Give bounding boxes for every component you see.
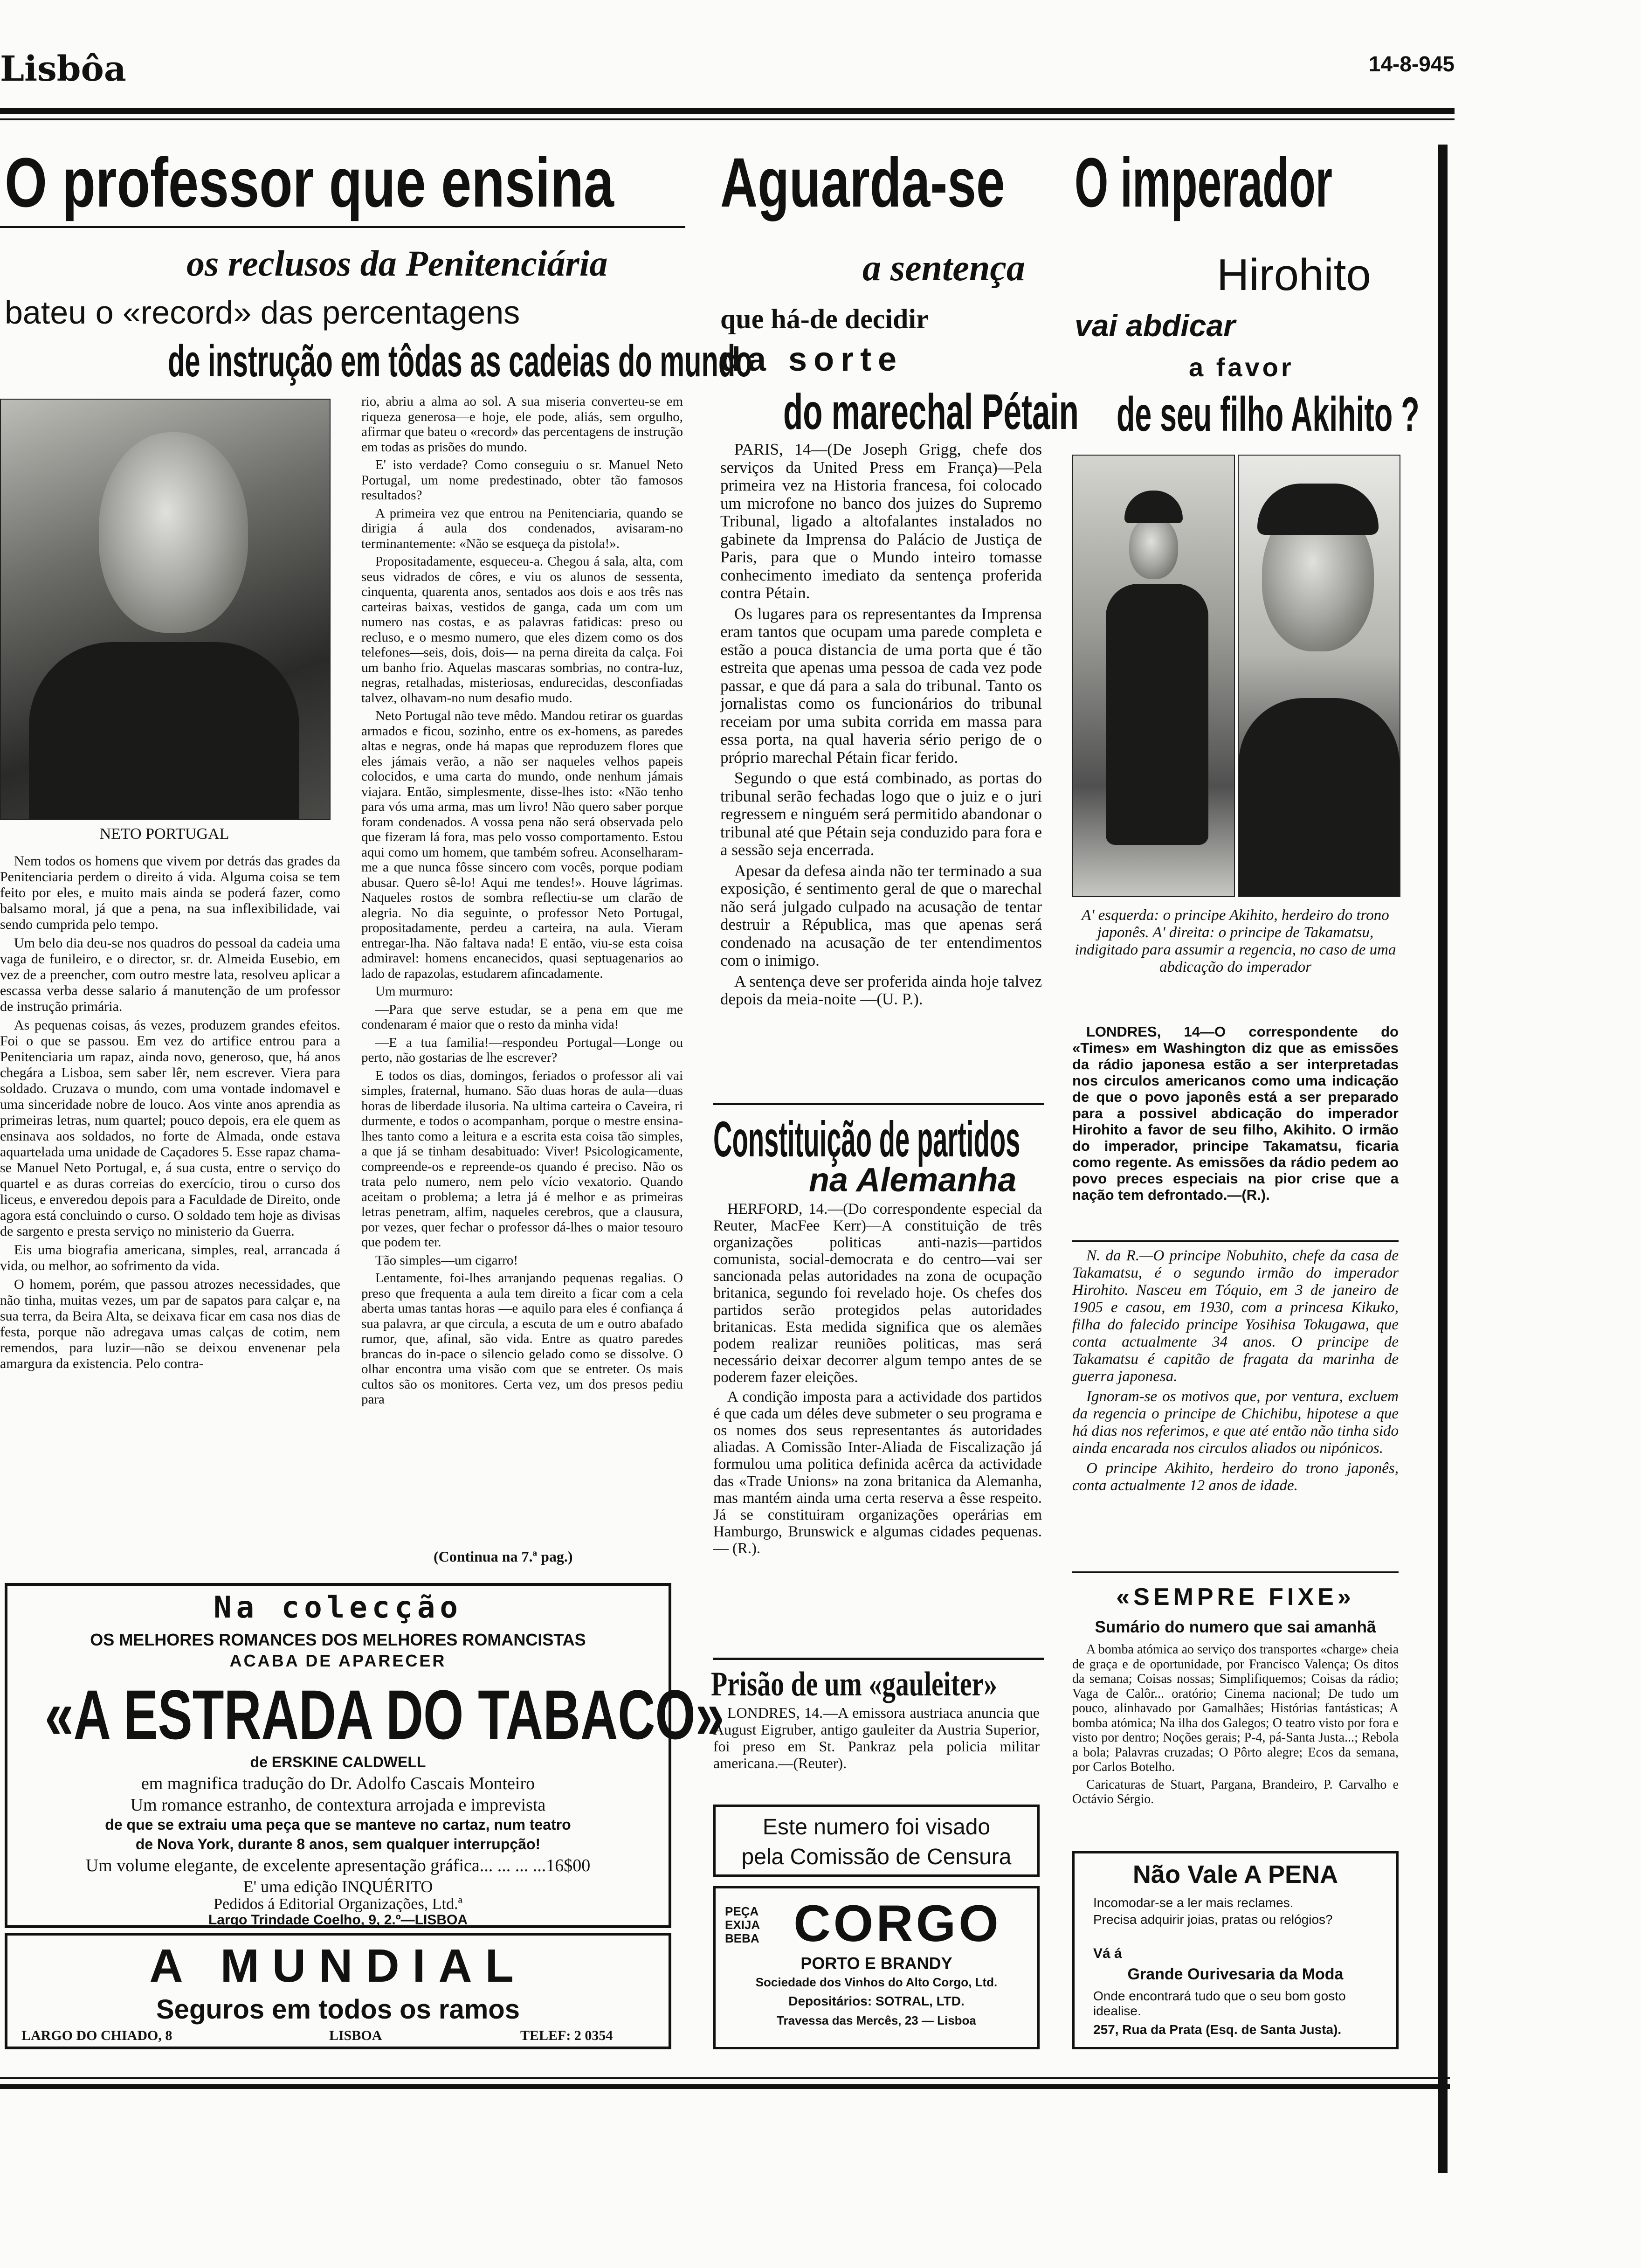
article1-headline-rule bbox=[0, 226, 685, 228]
ad-corgo-side-word: PEÇA bbox=[725, 1904, 759, 1918]
article2-end-rule bbox=[713, 1103, 1044, 1105]
ad-corgo-company: Sociedade dos Vinhos do Alto Corgo, Ltd. bbox=[755, 1975, 998, 1989]
article5-note: Ignoram-se os motivos que, por ventura, excluem da regencia o principe de Chichibu, hipotese a que há dias nos referimos, e que até então não tinha sido ainda encarada nos circulos aliados ou nipónicos. bbox=[1072, 1388, 1399, 1457]
takamatsu-photo bbox=[1238, 455, 1400, 897]
ad-naovale-address: 257, Rua da Prata (Esq. de Santa Justa). bbox=[1093, 2022, 1342, 2037]
article2-sub1: a sentença bbox=[862, 248, 1025, 289]
ad-tabaco-desc4: Um volume elegante, de excelente apresentação gráfica... ... ... ...16$00 bbox=[85, 1856, 591, 1875]
ad-naovale-title: Não Vale A PENA bbox=[1132, 1860, 1338, 1888]
article3-body bbox=[713, 1201, 1042, 1560]
ad-naovale-line3: Vá á bbox=[1093, 1946, 1122, 1961]
ad-corgo-product: PORTO E BRANDY bbox=[800, 1954, 952, 1973]
akihito-photo bbox=[1072, 455, 1235, 897]
ad-mundial-subtitle: Seguros em todos os ramos bbox=[156, 1994, 520, 2025]
sempre-fixe-title: «SEMPRE FIXE» bbox=[1116, 1583, 1355, 1611]
masthead-title: Lisbôa bbox=[0, 49, 126, 89]
article1-paragraph: Propositadamente, esqueceu-a. Chegou á sala, alta, com seus vidrados de côres, e viu os alunos de sessenta, cinquenta, quarenta anos, sentados aos dois e aos três nas carteiras baixas, vestidos de ganga, cada um com um numero nas costas, e as palavras fatidicas: preso ou recluso, e o mesmo numero, que eles dizem como os dos telefones—seis, dois, dois— na perna direita da calça. Foi um banho frio. Aquelas mascaras sombrias, no contra-luz, negras, retalhadas, misteriosas, endurecidas, desconfiadas talvez, olhavam-no num desafio mudo. bbox=[361, 554, 683, 705]
article1-paragraph: Tão simples—um cigarro! bbox=[375, 1252, 518, 1268]
article2-paragraph: Apesar da defesa ainda não ter terminado a sua exposição, é sentimento geral de que o marechal não será julgado culpado na acusação de tentar destruir a Républica, mas que apenas será condenado na acusação de ter entendimentos com o inimigo. bbox=[720, 861, 1042, 969]
takamatsu-suit bbox=[1239, 698, 1400, 896]
article2-sub3: da sorte bbox=[720, 341, 903, 378]
ad-tabaco-translation: em magnifica tradução do Dr. Adolfo Cascais Monteiro bbox=[141, 1774, 535, 1793]
ad-tabaco-edition: E' uma edição INQUÉRITO bbox=[243, 1877, 433, 1896]
article5-photo-caption: A' esquerda: o principe Akihito, herdeiro do trono japonês. A' direita: o principe de Takamatsu, indigitado para assumir a regencia, no caso de uma abdicação do imperador bbox=[1075, 907, 1396, 975]
ad-nao-vale-a-pena bbox=[1072, 1851, 1399, 2049]
article1-continued: (Continua na 7.ª pag.) bbox=[434, 1548, 573, 1565]
ad-tabaco-line3: ACABA DE APARECER bbox=[229, 1651, 447, 1670]
ad-estrada-do-tabaco bbox=[5, 1583, 724, 1928]
article4-headline: Prisão de um «gauleiter» bbox=[711, 1665, 997, 1703]
article5-sub4: de seu filho Akihito ? bbox=[1117, 387, 1420, 442]
issue-date: 14-8-945 bbox=[1368, 52, 1455, 76]
article5-lead-paragraph: LONDRES, 14—O correspondente do «Times» em Washington diz que as emissões da rádio japonesa estão a ser interpretadas nos circulos americanos como uma indicação de que o povo japonês está a ser preparado para a possivel abdicação do imperador Hirohito a favor de seu filho, Akihito. O irmão do imperador, principe Takamatsu, ficaria como regente. As emissões da rádio pedem ao povo preces especiais na pior crise que a nação tem defrontado.—(R.). bbox=[1072, 1023, 1399, 1203]
ad-corgo-side-word: EXIJA bbox=[725, 1918, 760, 1932]
article3-sub: na Alemanha bbox=[809, 1162, 1017, 1199]
article5-headline: O imperador bbox=[1075, 143, 1332, 221]
article2-paragraph: PARIS, 14—(De Joseph Grigg, chefe dos serviços da United Press em França)—Pela primeira vez na Historia francesa, foi colocado um microfone no banco dos juizes do Supremo Tribunal, ligado a altofalantes instalados no gabinete da Imprensa do Palácio de Justiça de Paris, para que o Mundo inteiro tomasse conhecimento imediato da sentença proferida contra Pétain. bbox=[720, 440, 1042, 602]
ad-corgo-side-text bbox=[725, 1905, 760, 1945]
article1-paragraph: O homem, porém, que passou atrozes necessidades, que não tinha, muitas vezes, um par de sapatos para calçar e, na sua terra, da Beira Alta, se deixava ficar em casa nos dias de festa, porque não adregava umas calças de cotim, nem remendos, para luzir—não se deixou envenenar pela amargura da existencia. Pelo contra- bbox=[0, 1277, 340, 1371]
ad-tabaco-orders: Pedidos á Editorial Organizações, Ltd.ª bbox=[214, 1895, 462, 1913]
portrait-face bbox=[99, 432, 248, 633]
censor-notice-box bbox=[713, 1805, 1040, 1877]
article1-paragraph: A primeira vez que entrou na Penitenciaria, quando se dirigia á aula dos condenados, avisaram-no terminantemente: «Não se esqueça da pistola!». bbox=[361, 505, 683, 551]
article1-paragraph: Eis uma biografia americana, simples, real, arrancada á vida, ou melhor, ao sofrimento da vida. bbox=[0, 1242, 340, 1273]
article3-headline: Constituição de partidos bbox=[713, 1111, 1020, 1167]
ad-tabaco-desc1: Um romance estranho, de contextura arrojada e imprevista bbox=[130, 1795, 546, 1815]
article5-lead bbox=[1072, 1023, 1399, 1206]
ad-naovale-line1: Incomodar-se a ler mais reclames. bbox=[1093, 1895, 1294, 1910]
article5-sub1: Hirohito bbox=[1217, 250, 1371, 300]
article5-sub2: vai abdicar bbox=[1075, 308, 1235, 343]
article2-body bbox=[720, 441, 1042, 1011]
ad-naovale-line2: Precisa adquirir joias, pratas ou relógios? bbox=[1093, 1912, 1333, 1927]
bottom-rule bbox=[0, 2077, 1450, 2079]
ad-corgo-side-word: BEBA bbox=[725, 1931, 759, 1945]
ad-corgo-address: Travessa das Mercês, 23 — Lisboa bbox=[777, 2013, 976, 2027]
sempre-fixe-paragraph: A bomba atómica ao serviço dos transportes «charge» cheia de graça e de oportunidade, por Francisco Valença; Os ditos da semana; Coisas nossas; Simplifiquemos; Coisas da rádio; Vaga de Calôr... oratório; Cinema nacional; De tudo um pouco, alinhavado por Gamalhães; Histórias fantásticas; A bomba atómica; Na ilha dos Galegos; O teatro visto por fora e visto por dentro; Noções gerais; P-4, pá-Santa Justa...; Rebola a bola; Palavras cruzadas; O Pôrto alegre; Ecos da semana, por Carlos Botelho. bbox=[1072, 1642, 1399, 1774]
masthead-rule bbox=[0, 108, 1455, 114]
takamatsu-hair bbox=[1257, 484, 1379, 535]
censor-line1: Este numero foi visado bbox=[762, 1815, 991, 1839]
ad-mundial-address: LARGO DO CHIADO, 8 bbox=[21, 2028, 172, 2043]
ad-a-mundial bbox=[5, 1933, 671, 2049]
article3-paragraph: A condição imposta para a actividade dos partidos é que cada um déles deve submeter o seu programa e os nomes dos seus representantes ás autoridades aliadas. A Comissão Inter-Aliada de Fiscalização já formulou uma politica definida acêrca da actividade das «Trade Unions» na zona britanica da Alemanha, mas mantém ainda uma certa reserva a êsse respeito. Já se constituiram organizações operárias em Hamburgo, Brunswick e algumas cidades pequenas.— (R.). bbox=[713, 1389, 1042, 1557]
article1-paragraph: Um murmuro: bbox=[375, 984, 453, 999]
article1-paragraph: E' isto verdade? Como conseguiu o sr. Manuel Neto Portugal, um nome predestinado, obter tão famosos resultados? bbox=[361, 457, 683, 503]
article1-paragraph: —E a tua familia!—respondeu Portugal—Longe ou perto, não gostarias de lhe escrever? bbox=[361, 1035, 683, 1065]
ad-tabaco-author: de ERSKINE CALDWELL bbox=[250, 1754, 426, 1770]
sempre-fixe-paragraph: Caricaturas de Stuart, Pargana, Brandeiro, P. Carvalho e Octávio Sérgio. bbox=[1072, 1777, 1399, 1806]
ad-naovale-store: Grande Ourivesaria da Moda bbox=[1127, 1965, 1344, 1983]
ad-corgo-brand: CORGO bbox=[793, 1895, 1001, 1952]
article2-sub4: do marechal Pétain bbox=[783, 383, 1079, 440]
article1-subhead1: os reclusos da Penitenciária bbox=[186, 243, 608, 284]
article1-subhead2: bateu o «record» das percentagens bbox=[5, 294, 520, 331]
article4-paragraph: LONDRES, 14.—A emissora austriaca anuncia que August Eigruber, antigo gauleiter da Austria Superior, foi preso em St. Pankraz pela policia militar americana.—(Reuter). bbox=[713, 1704, 1040, 1771]
article2-paragraph: Segundo o que está combinado, as portas do tribunal serão fechadas logo que o juiz e o juri regressem e ninguém será permitido abandonar o tribunal até que Pétain seja conduzido para fora e a sessão seja encerrada. bbox=[720, 769, 1042, 859]
ad-mundial-phone: TELEF: 2 0354 bbox=[520, 2028, 613, 2043]
portrait-jacket bbox=[29, 642, 299, 819]
right-border-rule bbox=[1438, 145, 1448, 2173]
article1-paragraph: Um belo dia deu-se nos quadros do pessoal da cadeia uma vaga de funileiro, e o director, sr. dr. Almeida Eusebio, em vez de a preencher, com outro mestre lata, resolveu aplicar a escassa verba desse salario á manutenção de um professor de instrução primária. bbox=[0, 935, 340, 1014]
ad-mundial-city: LISBOA bbox=[329, 2028, 382, 2043]
ad-naovale-line5: Onde encontrará tudo que o seu bom gosto idealise. bbox=[1093, 1989, 1346, 2018]
sempre-fixe-body bbox=[1072, 1642, 1399, 1810]
article2-paragraph: Os lugares para os representantes da Imprensa eram tantos que ocupam uma parede completa e estão a pouca distancia de uma porta que é tão estreita que apenas uma pessoa de cada vez pode passar, e que dá para a sala do tribunal. Tanto os jornalistas como os funcionários do tribunal receiam por uma subita corrida em massa para essa porta, na qual haveria sério perigo de o próprio marechal Pétain ficar ferido. bbox=[720, 604, 1042, 767]
akihito-cap bbox=[1124, 491, 1183, 523]
article5-notes bbox=[1072, 1247, 1399, 1497]
akihito-face bbox=[1129, 516, 1178, 579]
article5-lead-rule bbox=[1072, 1240, 1399, 1242]
article1-subhead3: de instrução em tôdas as cadeias do mundo bbox=[168, 336, 752, 386]
article2-paragraph: A sentença deve ser proferida ainda hoje talvez depois da meia-noite —(U. P.). bbox=[720, 972, 1042, 1008]
article5-sub3: a favor bbox=[1189, 353, 1294, 382]
ad-tabaco-line2: OS MELHORES ROMANCES DOS MELHORES ROMANCISTAS bbox=[90, 1630, 586, 1649]
masthead-rule-thin bbox=[0, 118, 1455, 120]
article1-headline: O professor que ensina bbox=[5, 143, 614, 221]
article1-paragraph: As pequenas coisas, ás vezes, produzem grandes efeitos. Foi o que se passou. Em vez do artifice entrou para a Penitenciaria um rapaz, ainda novo, generoso, que, há anos chegára a Lisboa, sem saber lêr, nem escrever. Viera para soldado. Cruzava o mundo, com uma vontade indomavel e uma sinceridade nobre de louco. Aos vinte anos aprendia as primeiras letras, num quartel; pouco depois, era ele quem as ensinava aos soldados, no forte de Almada, onde estava aquartelada uma unidade de Caçadores 5. Esse rapaz chama-se Manuel Neto Portugal, e, á sua custa, entre o serviço do quartel e as duras correias do exercício, tirou o curso dos liceus, e enveredou depois para a Faculdade de Direito, onde agora está concluindo o curso. O soldado tem hoje as divisas de sargento e presta serviço no ministerio da Guerra. bbox=[0, 1017, 340, 1239]
neto-portugal-photo bbox=[0, 399, 331, 820]
bottom-rule-heavy bbox=[0, 2084, 1450, 2089]
article1-paragraph: Lentamente, foi-lhes arranjando pequenas regalias. O preso que frequenta a aula tem direito a ficar com a cela aberta umas tantas horas —e aquilo para eles é confiança á sua palavra, ar que circula, a escuta de um e outro abafado rumor, que, afinal, são vida. Entre as quatro paredes brancas do in-pace o silencio gelado como se dissolve. O olhar encontra uma visão com que se entreter. Os mais cultos são os monitores. Certa vez, um dos presos pediu para bbox=[361, 1271, 683, 1407]
ad-tabaco-desc3: de Nova York, durante 8 anos, sem qualquer interrupção! bbox=[135, 1836, 541, 1853]
ad-tabaco-title: «A ESTRADA DO TABACO» bbox=[45, 1675, 724, 1754]
article1-paragraph: Nem todos os homens que vivem por detrás das grades da Penitenciaria perdem o direito á vida. Alguma coisa se tem feito por eles, e muito mais ainda se poderá fazer, como balsamo moral, já que a pena, na sua inflexibilidade, vai sendo cumprida pelo tempo. bbox=[0, 853, 340, 932]
ad-corgo bbox=[713, 1886, 1040, 2049]
article1-paragraph: —Para que serve estudar, se a pena em que me condenaram é maior que o resto da minha vida! bbox=[361, 1002, 683, 1032]
ad-corgo-depositaries: Depositários: SOTRAL, LTD. bbox=[788, 1994, 965, 2008]
ad-tabaco-address: Largo Trindade Coelho, 9, 2.º—LISBOA bbox=[208, 1912, 468, 1928]
article4-body bbox=[713, 1704, 1040, 1774]
article1-column1 bbox=[0, 853, 340, 1375]
article1-paragraph: E todos os dias, domingos, feriados o professor ali vai simples, fraternal, humano. São duas horas de aula—duas horas de liberdade ilusoria. Na ultima carteira o Caveira, ri durmente, e todos o acompanham, porque o mestre ensina-lhes tanto como a leitura e a escrita esta coisa tão simples, a que já se tinham desabituado: Viver! Psicologicamente, compreende-os e repreende-os quando é preciso. Não os trata pelo numero, nem pelo vício vexatorio. Quando aceitam o problema; a letra já é melhor e as primeiras letras penetram, alfim, naqueles cerebros, que a clausura, por vezes, quer fechar o professor dá-lhes o maior tesouro que podem ter. bbox=[361, 1068, 683, 1250]
article3-paragraph: HERFORD, 14.—(Do correspondente especial da Reuter, MacFee Kerr)—A constituição de três organizações politicas anti-nazis—partidos comunista, social-democrata e do centro—vai ser sancionada pelas autoridades na zona de ocupação britanica, segundo foi revelado hoje. Os chefes dos partidos serão protegidos pelas autoridades britanicas. Esta medida significa que os alemães podem realizar reuniões politicas, mas será necessário deixar decorrer algum tempo antes de se poderem fazer eleições. bbox=[713, 1201, 1042, 1386]
article3-end-rule bbox=[713, 1658, 1044, 1660]
ad-tabaco-line1: Na colecção bbox=[214, 1590, 462, 1625]
ad-mundial-title: A MUNDIAL bbox=[149, 1940, 527, 1992]
article1-paragraph: rio, abriu a alma ao sol. A sua miseria converteu-se em riqueza generosa—e hoje, ele pode, aliás, sem orgulho, afirmar que bateu o «record» das percentagens de instrução em todas as prisões do mundo. bbox=[361, 394, 683, 455]
article5-note: N. da R.—O principe Nobuhito, chefe da casa de Takamatsu, é o segundo irmão do imperador Hirohito. Nasceu em Tóquio, em 3 de janeiro de 1905 e casou, em 1930, com a princesa Kikuko, filha do falecido principe Yosihisa Tokugawa, que conta actualmente 34 anos. O principe de Takamatsu é capitão de fragata da marinha de guerra japonesa. bbox=[1072, 1247, 1399, 1385]
sempre-fixe-subtitle: Sumário do numero que sai amanhã bbox=[1095, 1618, 1376, 1636]
article5-note: O principe Akihito, herdeiro do trono japonês, conta actualmente 12 anos de idade. bbox=[1072, 1460, 1399, 1494]
article2-sub2: que há-de decidir bbox=[720, 304, 929, 334]
article1-column2 bbox=[361, 394, 683, 1410]
article1-paragraph: Neto Portugal não teve mêdo. Mandou retirar os guardas armados e ficou, sozinho, entre os ex-homens, as paredes altas e negras, onde há mapas que reproduzem flores que eles jámais verão, a não ser naqueles velhos papeis colocidos, e uma carta do mundo, onde nenhum jámais viajara. Então, simplesmente, disse-lhes isto: «Não tenho para vós uma arma, mas um livro! Não quero saber porque foram condenados. A vossa pena não será observada pelo que fizeram lá fora, mas pelo vosso comportamento. Estou aqui como um homem, que também sofreu. Aconselharam-me a que nunca fôsse sincero com vocês, porque podiam abusar. Quero sê-lo! Aqui me tendes!». Houve lágrimas. Naqueles rostos de sombra reflectiu-se um clarão de alegria. No dia seguinte, o professor Neto Portugal, propositadamente, perdeu a carteira, na aula. Vieram entregar-lha. Não faltava nada! E então, viu-se esta coisa admiravel: homens encanecidos, quasi septuagenarios ao lado de rapazolas, estudarem afincadamente. bbox=[361, 708, 683, 981]
censor-line2: pela Comissão de Censura bbox=[741, 1845, 1012, 1869]
ad-tabaco-desc2: de que se extraiu uma peça que se manteve no cartaz, num teatro bbox=[105, 1816, 571, 1833]
akihito-uniform bbox=[1106, 584, 1208, 845]
article2-headline: Aguarda-se bbox=[720, 143, 1005, 221]
photo-caption-neto-portugal: NETO PORTUGAL bbox=[99, 825, 229, 843]
article5-end-rule bbox=[1072, 1571, 1399, 1573]
